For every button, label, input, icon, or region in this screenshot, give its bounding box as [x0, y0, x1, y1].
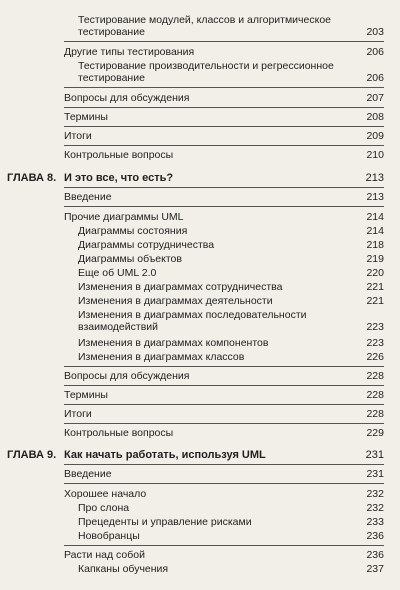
toc-entry-title: Изменения в диаграммах классов [78, 351, 362, 363]
toc-entry-title: Прецеденты и управление рисками [78, 516, 362, 528]
toc-entry-page: 221 [366, 295, 384, 307]
toc-entry-title: Введение [64, 191, 362, 203]
toc-entry [64, 370, 384, 382]
toc-entry-title: Диаграммы состояния [78, 225, 362, 237]
divider [64, 404, 384, 405]
toc-entry-title: Диаграммы сотрудничества [78, 239, 362, 251]
divider [64, 483, 384, 484]
toc-entry-page: 236 [366, 530, 384, 542]
toc-entry-title: Капканы обучения [78, 563, 362, 575]
toc-entry-page: 231 [366, 468, 384, 480]
toc-entry-page: 226 [366, 351, 384, 363]
toc-entry-title: Контрольные вопросы [64, 427, 362, 439]
toc-entry [78, 309, 384, 333]
toc-entry-page: 207 [366, 92, 384, 104]
toc-entry-title: Тестирование модулей, классов и алгоритмическое тестирование [78, 14, 362, 38]
toc-entry [64, 111, 384, 123]
toc-entry [64, 46, 384, 58]
toc-entry-title: Диаграммы объектов [78, 253, 362, 265]
toc-entry [64, 389, 384, 401]
toc-entry-page: 220 [366, 267, 384, 279]
divider [64, 423, 384, 424]
toc-entry-title: Расти над собой [64, 549, 362, 561]
divider [64, 187, 384, 188]
divider [64, 385, 384, 386]
toc-entry [78, 267, 384, 279]
toc-entry-title: Тестирование производительности и регрессионное тестирование [78, 60, 362, 84]
toc-entry-title: Еще об UML 2.0 [78, 267, 362, 279]
toc-entry-title: Введение [64, 468, 362, 480]
toc-entry-title: Другие типы тестирования [64, 46, 362, 58]
toc-entry-title: Вопросы для обсуждения [64, 92, 362, 104]
toc-entry-title: Итоги [64, 130, 362, 142]
toc-entry [78, 253, 384, 265]
toc-entry-page: 232 [366, 502, 384, 514]
toc-entry-page: 223 [366, 337, 384, 349]
toc-entry [64, 211, 384, 223]
toc-entry-page: 233 [366, 516, 384, 528]
toc-entry-title: Изменения в диаграммах последовательности взаимодействий [78, 309, 362, 333]
toc-entry [78, 516, 384, 528]
toc-entry [78, 502, 384, 514]
toc-entry [64, 549, 384, 561]
toc-entry [64, 191, 384, 203]
toc-entry [78, 239, 384, 251]
toc-entry-page: 214 [366, 211, 384, 223]
toc-entry-title: Вопросы для обсуждения [64, 370, 362, 382]
divider [64, 545, 384, 546]
divider [64, 145, 384, 146]
toc-entry-page: 228 [366, 408, 384, 420]
toc-entry [78, 281, 384, 293]
chapter-label: ГЛАВА 9. [7, 449, 57, 461]
toc-entry-title: Контрольные вопросы [64, 149, 362, 161]
toc-entry [78, 295, 384, 307]
toc-entry [78, 530, 384, 542]
toc-entry-page: 228 [366, 370, 384, 382]
chapter-label: ГЛАВА 8. [7, 172, 57, 184]
toc-entry-title: Прочие диаграммы UML [64, 211, 362, 223]
toc-entry [64, 149, 384, 161]
toc-entry-page: 210 [366, 149, 384, 161]
toc-entry-page: 214 [366, 225, 384, 237]
toc-entry-page: 237 [366, 563, 384, 575]
toc-entry [64, 427, 384, 439]
toc-entry-page: 219 [366, 253, 384, 265]
toc-entry-page: 218 [366, 239, 384, 251]
toc-entry-title: Хорошее начало [64, 488, 362, 500]
toc-entry-page: 203 [366, 26, 384, 38]
toc-entry-title: Итоги [64, 408, 362, 420]
toc-entry [78, 351, 384, 363]
toc-entry [64, 468, 384, 480]
toc-entry-page: 209 [366, 130, 384, 142]
toc-entry [78, 337, 384, 349]
toc-entry [78, 225, 384, 237]
toc-entry-title: Про слона [78, 502, 362, 514]
toc-entry-page: 208 [366, 111, 384, 123]
toc-entry-page: 232 [366, 488, 384, 500]
divider [64, 87, 384, 88]
toc-entry-page: 236 [366, 549, 384, 561]
chapter-title: Как начать работать, используя UML [64, 449, 362, 461]
divider [64, 464, 384, 465]
toc-entry-title: Новобранцы [78, 530, 362, 542]
toc-entry [78, 563, 384, 575]
toc-entry-title: Изменения в диаграммах компонентов [78, 337, 362, 349]
chapter-entry [64, 449, 384, 461]
toc-entry-page: 229 [366, 427, 384, 439]
toc-entry-page: 206 [366, 46, 384, 58]
divider [64, 126, 384, 127]
toc-entry-page: 228 [366, 389, 384, 401]
toc-entry [64, 130, 384, 142]
toc-entry [64, 92, 384, 104]
divider [64, 41, 384, 42]
toc-entry-page: 206 [366, 72, 384, 84]
toc-entry-title: Изменения в диаграммах деятельности [78, 295, 362, 307]
toc-entry-title: Термины [64, 389, 362, 401]
toc-entry-page: 231 [365, 449, 384, 461]
toc-entry [64, 408, 384, 420]
toc-entry-title: Изменения в диаграммах сотрудничества [78, 281, 362, 293]
divider [64, 206, 384, 207]
toc-entry [64, 488, 384, 500]
chapter-title: И это все, что есть? [64, 172, 362, 184]
toc-entry-title: Термины [64, 111, 362, 123]
chapter-entry [64, 172, 384, 184]
divider [64, 107, 384, 108]
toc-entry-page: 221 [366, 281, 384, 293]
toc-entry-page: 213 [366, 191, 384, 203]
toc-entry [78, 60, 384, 84]
toc-entry-page: 213 [365, 172, 384, 184]
divider [64, 366, 384, 367]
toc-entry [78, 14, 384, 38]
toc-entry-page: 223 [366, 321, 384, 333]
